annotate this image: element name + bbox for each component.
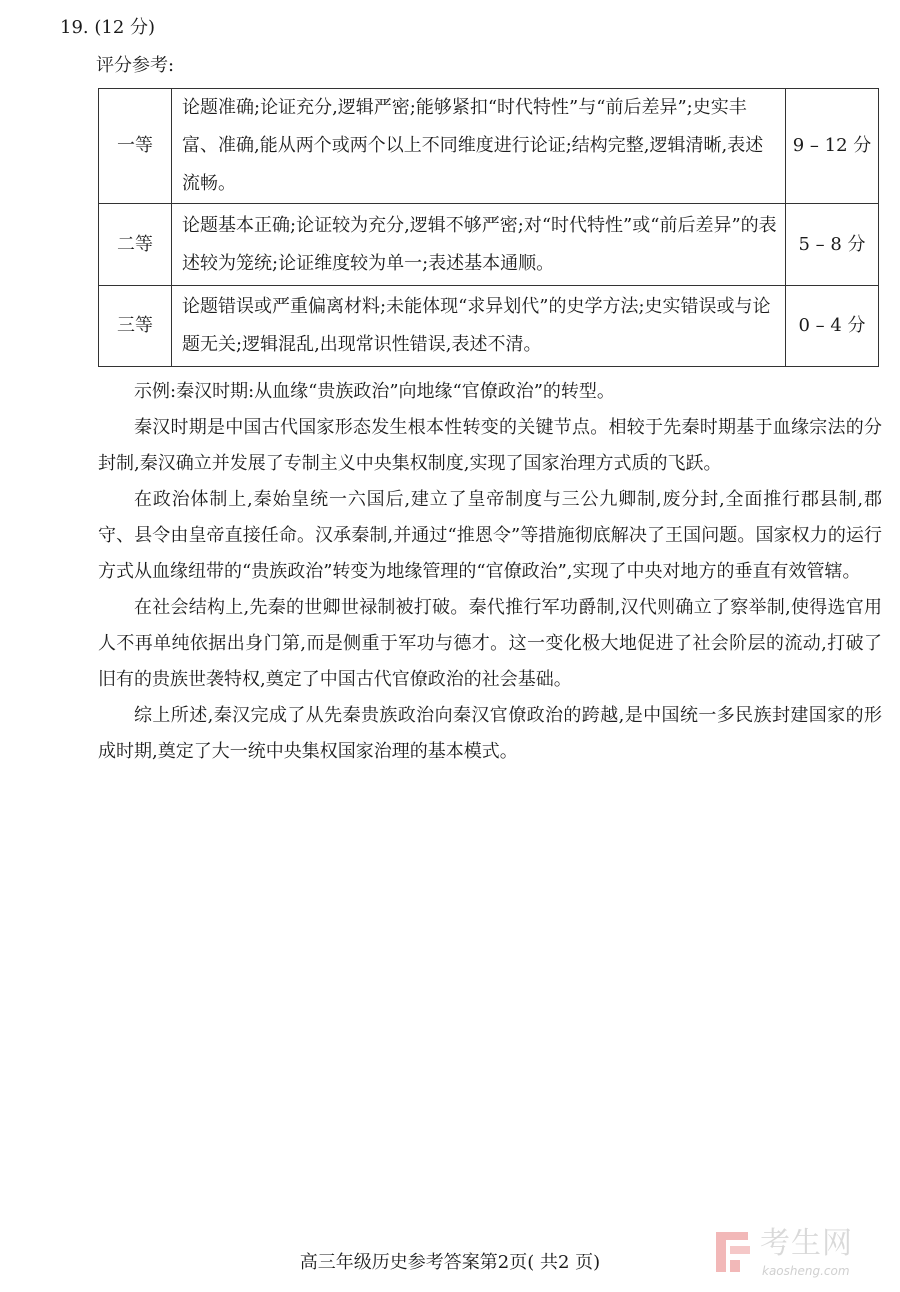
essay-paragraph: 在社会结构上,先秦的世卿世禄制被打破。秦代推行军功爵制,汉代则确立了察举制,使得选官用人不再单纯依据出身门第,而是侧重于军功与德才。这一变化极大地促进了社会阶层的流动,打破了旧有的贵族世袭特权,奠定了中国古代官僚政治的社会基础。 [98, 597, 882, 690]
rubric-table [98, 88, 879, 367]
rubric-row [99, 204, 879, 286]
rubric-description: 论题准确;论证充分,逻辑严密;能够紧扣“时代特性”与“前后差异”;史实丰富、准确,能从两个或两个以上不同维度进行论证;结构完整,逻辑清晰,表述流畅。 [172, 89, 786, 204]
rubric-row [99, 286, 879, 367]
watermark-name: 考生网 [760, 1226, 853, 1261]
rubric-description: 论题基本正确;论证较为充分,逻辑不够严密;对“时代特性”或“前后差异”的表述较为笼统;论证维度较为单一;表述基本通顺。 [172, 204, 786, 286]
rubric-row [99, 89, 879, 204]
question-points: (12 分) [94, 17, 156, 38]
watermark-url: kaosheng.com [762, 1264, 850, 1278]
rubric-grade: 二等 [99, 204, 172, 286]
page-footer: 高三年级历史参考答案第2页( 共2 页) [299, 1252, 601, 1273]
essay-paragraph: 综上所述,秦汉完成了从先秦贵族政治向秦汉官僚政治的跨越,是中国统一多民族封建国家的形成时期,奠定了大一统中央集权国家治理的基本模式。 [98, 705, 882, 762]
sample-essay [98, 374, 882, 770]
question-header [60, 14, 155, 42]
rubric-score: 0 – 4 分 [786, 286, 879, 367]
scoring-reference-label: 评分参考: [96, 55, 175, 76]
essay-example-title: 示例:秦汉时期:从血缘“贵族政治”向地缘“官僚政治”的转型。 [134, 381, 615, 402]
essay-paragraph: 在政治体制上,秦始皇统一六国后,建立了皇帝制度与三公九卿制,废分封,全面推行郡县制,郡守、县令由皇帝直接任命。汉承秦制,并通过“推恩令”等措施彻底解决了王国问题。国家权力的运行方式从血缘纽带的“贵族政治”转变为地缘管理的“官僚政治”,实现了中央对地方的垂直有效管辖。 [98, 489, 882, 582]
rubric-grade: 一等 [99, 89, 172, 204]
rubric-score: 9 – 12 分 [786, 89, 879, 204]
kaosheng-logo-icon [714, 1230, 754, 1274]
essay-paragraph: 秦汉时期是中国古代国家形态发生根本性转变的关键节点。相较于先秦时期基于血缘宗法的分封制,秦汉确立并发展了专制主义中央集权制度,实现了国家治理方式质的飞跃。 [98, 417, 882, 474]
question-number: 19. [60, 17, 89, 38]
rubric-grade: 三等 [99, 286, 172, 367]
watermark [714, 1226, 874, 1282]
rubric-score: 5 – 8 分 [786, 204, 879, 286]
rubric-description: 论题错误或严重偏离材料;未能体现“求异划代”的史学方法;史实错误或与论题无关;逻辑混乱,出现常识性错误,表述不清。 [172, 286, 786, 367]
